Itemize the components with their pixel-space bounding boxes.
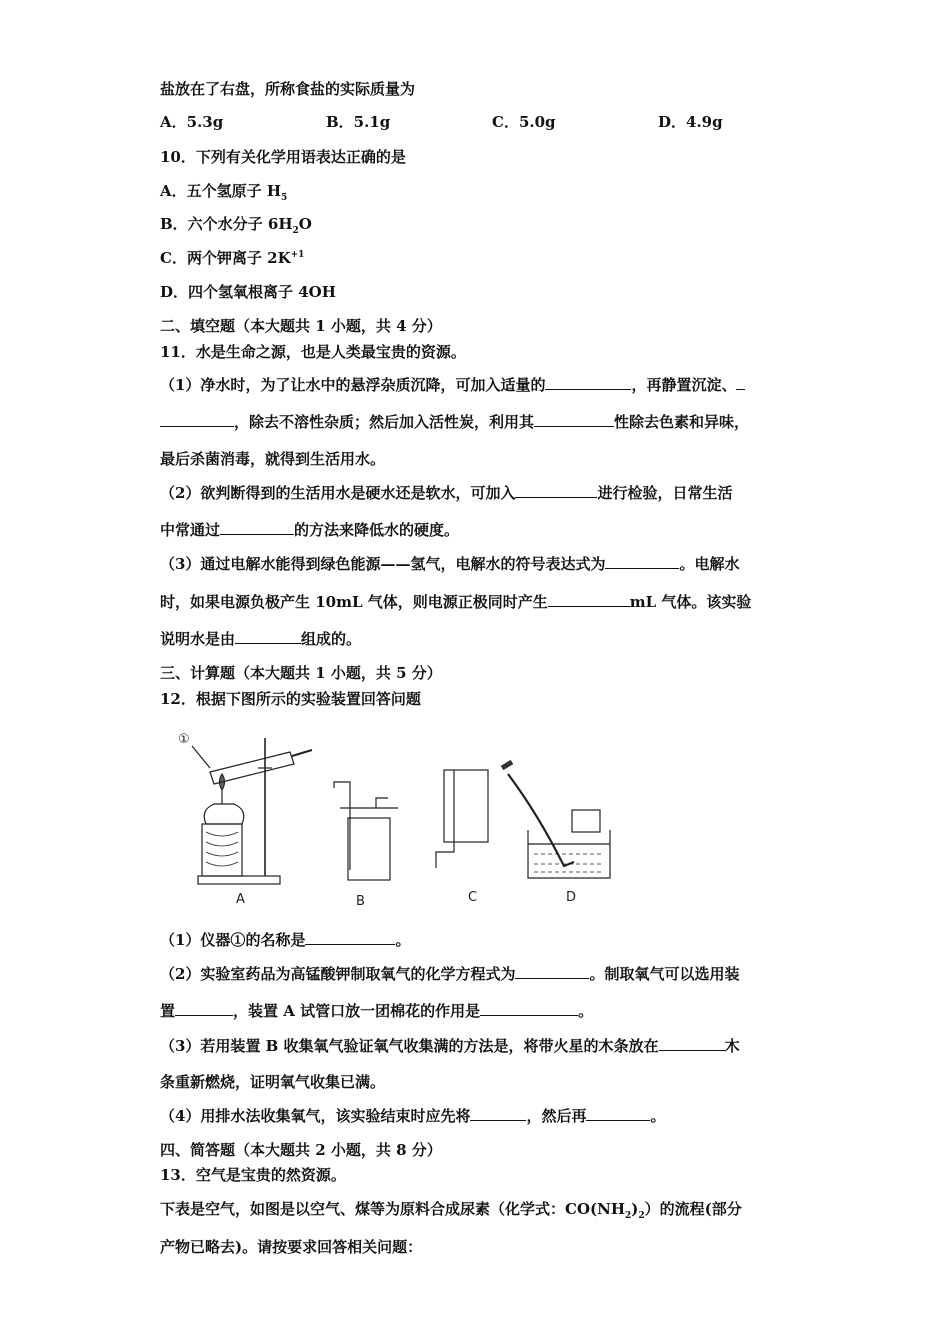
q11-p2-text-d: 的方法来降低水的硬度。 (294, 521, 460, 539)
q10-b-text: B．六个水分子 6H (160, 215, 293, 233)
q10-option-a (160, 180, 287, 203)
rubber-tube-d (502, 762, 512, 768)
q10-a-sub: 5 (281, 193, 288, 203)
q10-c-text: C．两个钾离子 2K (160, 249, 291, 267)
label-a: A (236, 892, 245, 907)
q11-part1-line3: 最后杀菌消毒，就得到生活用水。 (160, 450, 386, 468)
q11-part2-line2 (160, 519, 459, 540)
q11-part3-line3 (160, 628, 361, 649)
answer-blank[interactable] (480, 1001, 578, 1016)
q12-stem: 12．根据下图所示的实验装置回答问题 (160, 690, 421, 708)
stand-base (198, 876, 280, 884)
q12-part3-line1 (160, 1035, 740, 1056)
section-2-title: 二、填空题（本大题共 1 小题，共 4 分） (160, 317, 442, 335)
q12-part3-line2: 条重新燃烧，证明氧气收集已满。 (160, 1073, 386, 1091)
q11-p3-text-a: （3）通过电解水能得到绿色能源——氢气，电解水的符号表达式为 (160, 555, 606, 573)
q11-p1-text-c: ，除去不溶性杂质；然后加入活性炭，利用其 (234, 413, 535, 431)
q13-text-c: ）的流程(部分 (644, 1200, 742, 1218)
q12-p1-text-a: （1）仪器①的名称是 (160, 931, 306, 949)
q11-part1-line1 (160, 374, 745, 395)
q9-option-b: B．5.1g (326, 113, 391, 131)
answer-blank[interactable] (160, 412, 234, 427)
apparatus-drawing (170, 726, 640, 916)
q9-stem-tail: 盐放在了右盘，所称食盐的实际质量为 (160, 80, 416, 98)
q11-p1-text-a: （1）净水时，为了让水中的悬浮杂质沉降，可加入适量的 (160, 376, 546, 394)
q11-part2-line1 (160, 482, 732, 503)
q13-text-b: ) (631, 1200, 639, 1218)
delivery-tube-d (508, 774, 574, 866)
q11-p3-text-f: 组成的。 (301, 630, 362, 648)
collecting-bottle-d (572, 810, 600, 832)
answer-blank[interactable] (305, 930, 395, 945)
q10-b-sub: 2 (292, 226, 299, 236)
answer-blank[interactable] (736, 375, 745, 390)
answer-blank[interactable] (534, 412, 614, 427)
q13-stem: 13．空气是宝贵的然资源。 (160, 1166, 346, 1184)
q9-option-d: D．4.9g (658, 113, 723, 131)
q11-p3-text-c: 时，如果电源负极产生 10mL 气体，则电源正极同时产生 (160, 593, 548, 611)
q12-p1-text-b: 。 (395, 931, 411, 949)
answer-blank[interactable] (659, 1036, 725, 1051)
bottle-c (444, 770, 488, 842)
q11-p1-text-b: ，再静置沉淀、 (631, 376, 737, 394)
marker-leader (192, 746, 210, 768)
q10-a-text: A．五个氢原子 H (160, 182, 282, 200)
wood-grain (206, 832, 238, 866)
q13-text-a: 下表是空气，如图是以空气、煤等为原料合成尿素（化学式：CO(NH (160, 1200, 625, 1218)
answer-blank[interactable] (605, 554, 679, 569)
q12-p4-text-a: （4）用排水法收集氧气，该实验结束时应先将 (160, 1107, 471, 1125)
q12-p4-text-b: ，然后再 (526, 1107, 587, 1125)
bottle-b-short-tube (376, 798, 388, 808)
q11-p3-text-d: mL 气体。该实验 (629, 593, 752, 611)
q11-p1-text-d: 性除去色素和异味， (614, 413, 750, 431)
q11-p2-text-b: 进行检验，日常生活 (597, 484, 733, 502)
q11-p2-text-a: （2）欲判断得到的生活用水是硬水还是软水，可加入 (160, 484, 516, 502)
q12-part1 (160, 929, 410, 950)
label-b: B (356, 894, 365, 909)
q10-c-sup: +1 (290, 250, 305, 260)
answer-blank[interactable] (586, 1106, 650, 1121)
q12-p2-text-e: 。 (578, 1002, 594, 1020)
q13-sub-2: 2 (638, 1211, 645, 1221)
answer-blank[interactable] (515, 483, 597, 498)
q10-option-c (160, 247, 304, 268)
answer-blank[interactable] (220, 520, 294, 535)
section-4-title: 四、简答题（本大题共 2 小题，共 8 分） (160, 1141, 442, 1159)
q12-p2-text-a: （2）实验室药品为高锰酸钾制取氧气的化学方程式为 (160, 965, 516, 983)
q11-part3-line1 (160, 553, 739, 574)
q13-para-line1 (160, 1198, 742, 1221)
label-c: C (468, 890, 478, 905)
q12-part2-line2 (160, 1000, 593, 1021)
bottle-c-tube (436, 770, 454, 868)
q12-p4-text-c: 。 (650, 1107, 666, 1125)
q10-option-d: D．四个氢氧根离子 4OH (160, 283, 336, 301)
q10-stem: 10．下列有关化学用语表达正确的是 (160, 148, 406, 166)
q12-p2-text-b: 。制取氧气可以选用装 (589, 965, 740, 983)
bottle-b (348, 818, 390, 880)
q13-para-line2: 产物已略去)。请按要求回答相关问题： (160, 1238, 423, 1256)
answer-blank[interactable] (548, 592, 630, 607)
alcohol-lamp (204, 804, 244, 824)
marker-label: ① (178, 732, 190, 747)
q12-part4 (160, 1105, 665, 1126)
q10-b-tail: O (298, 215, 312, 233)
q12-p3-text-a: （3）若用装置 B 收集氧气验证氧气收集满的方法是，将带火星的木条放在 (160, 1037, 659, 1055)
q11-p2-text-c: 中常通过 (160, 521, 221, 539)
delivery-tube (292, 750, 312, 756)
q9-options (160, 111, 824, 132)
q11-stem: 11．水是生命之源，也是人类最宝贵的资源。 (160, 343, 466, 361)
q12-p3-text-b: 木 (724, 1037, 740, 1055)
wood-block (202, 824, 242, 876)
answer-blank[interactable] (470, 1106, 526, 1121)
q12-part2-line1 (160, 963, 739, 984)
q11-p3-text-e: 说明水是由 (160, 630, 236, 648)
q9-option-c: C．5.0g (492, 113, 556, 131)
answer-blank[interactable] (175, 1001, 233, 1016)
q12-p2-text-d: ，装置 A 试管口放一团棉花的作用是 (233, 1002, 481, 1020)
q11-part3-line2 (160, 591, 751, 612)
answer-blank[interactable] (545, 375, 631, 390)
q11-p3-text-b: 。电解水 (679, 555, 740, 573)
q13-sub-1: 2 (625, 1211, 632, 1221)
q10-option-b (160, 213, 312, 236)
section-3-title: 三、计算题（本大题共 1 小题，共 5 分） (160, 664, 442, 682)
q12-p2-text-c: 置 (160, 1002, 176, 1020)
answer-blank[interactable] (235, 629, 301, 644)
q11-part1-line2 (160, 411, 749, 432)
label-d: D (566, 890, 577, 905)
apparatus-figure (170, 726, 640, 920)
q9-option-a: A．5.3g (160, 113, 224, 131)
answer-blank[interactable] (515, 964, 589, 979)
